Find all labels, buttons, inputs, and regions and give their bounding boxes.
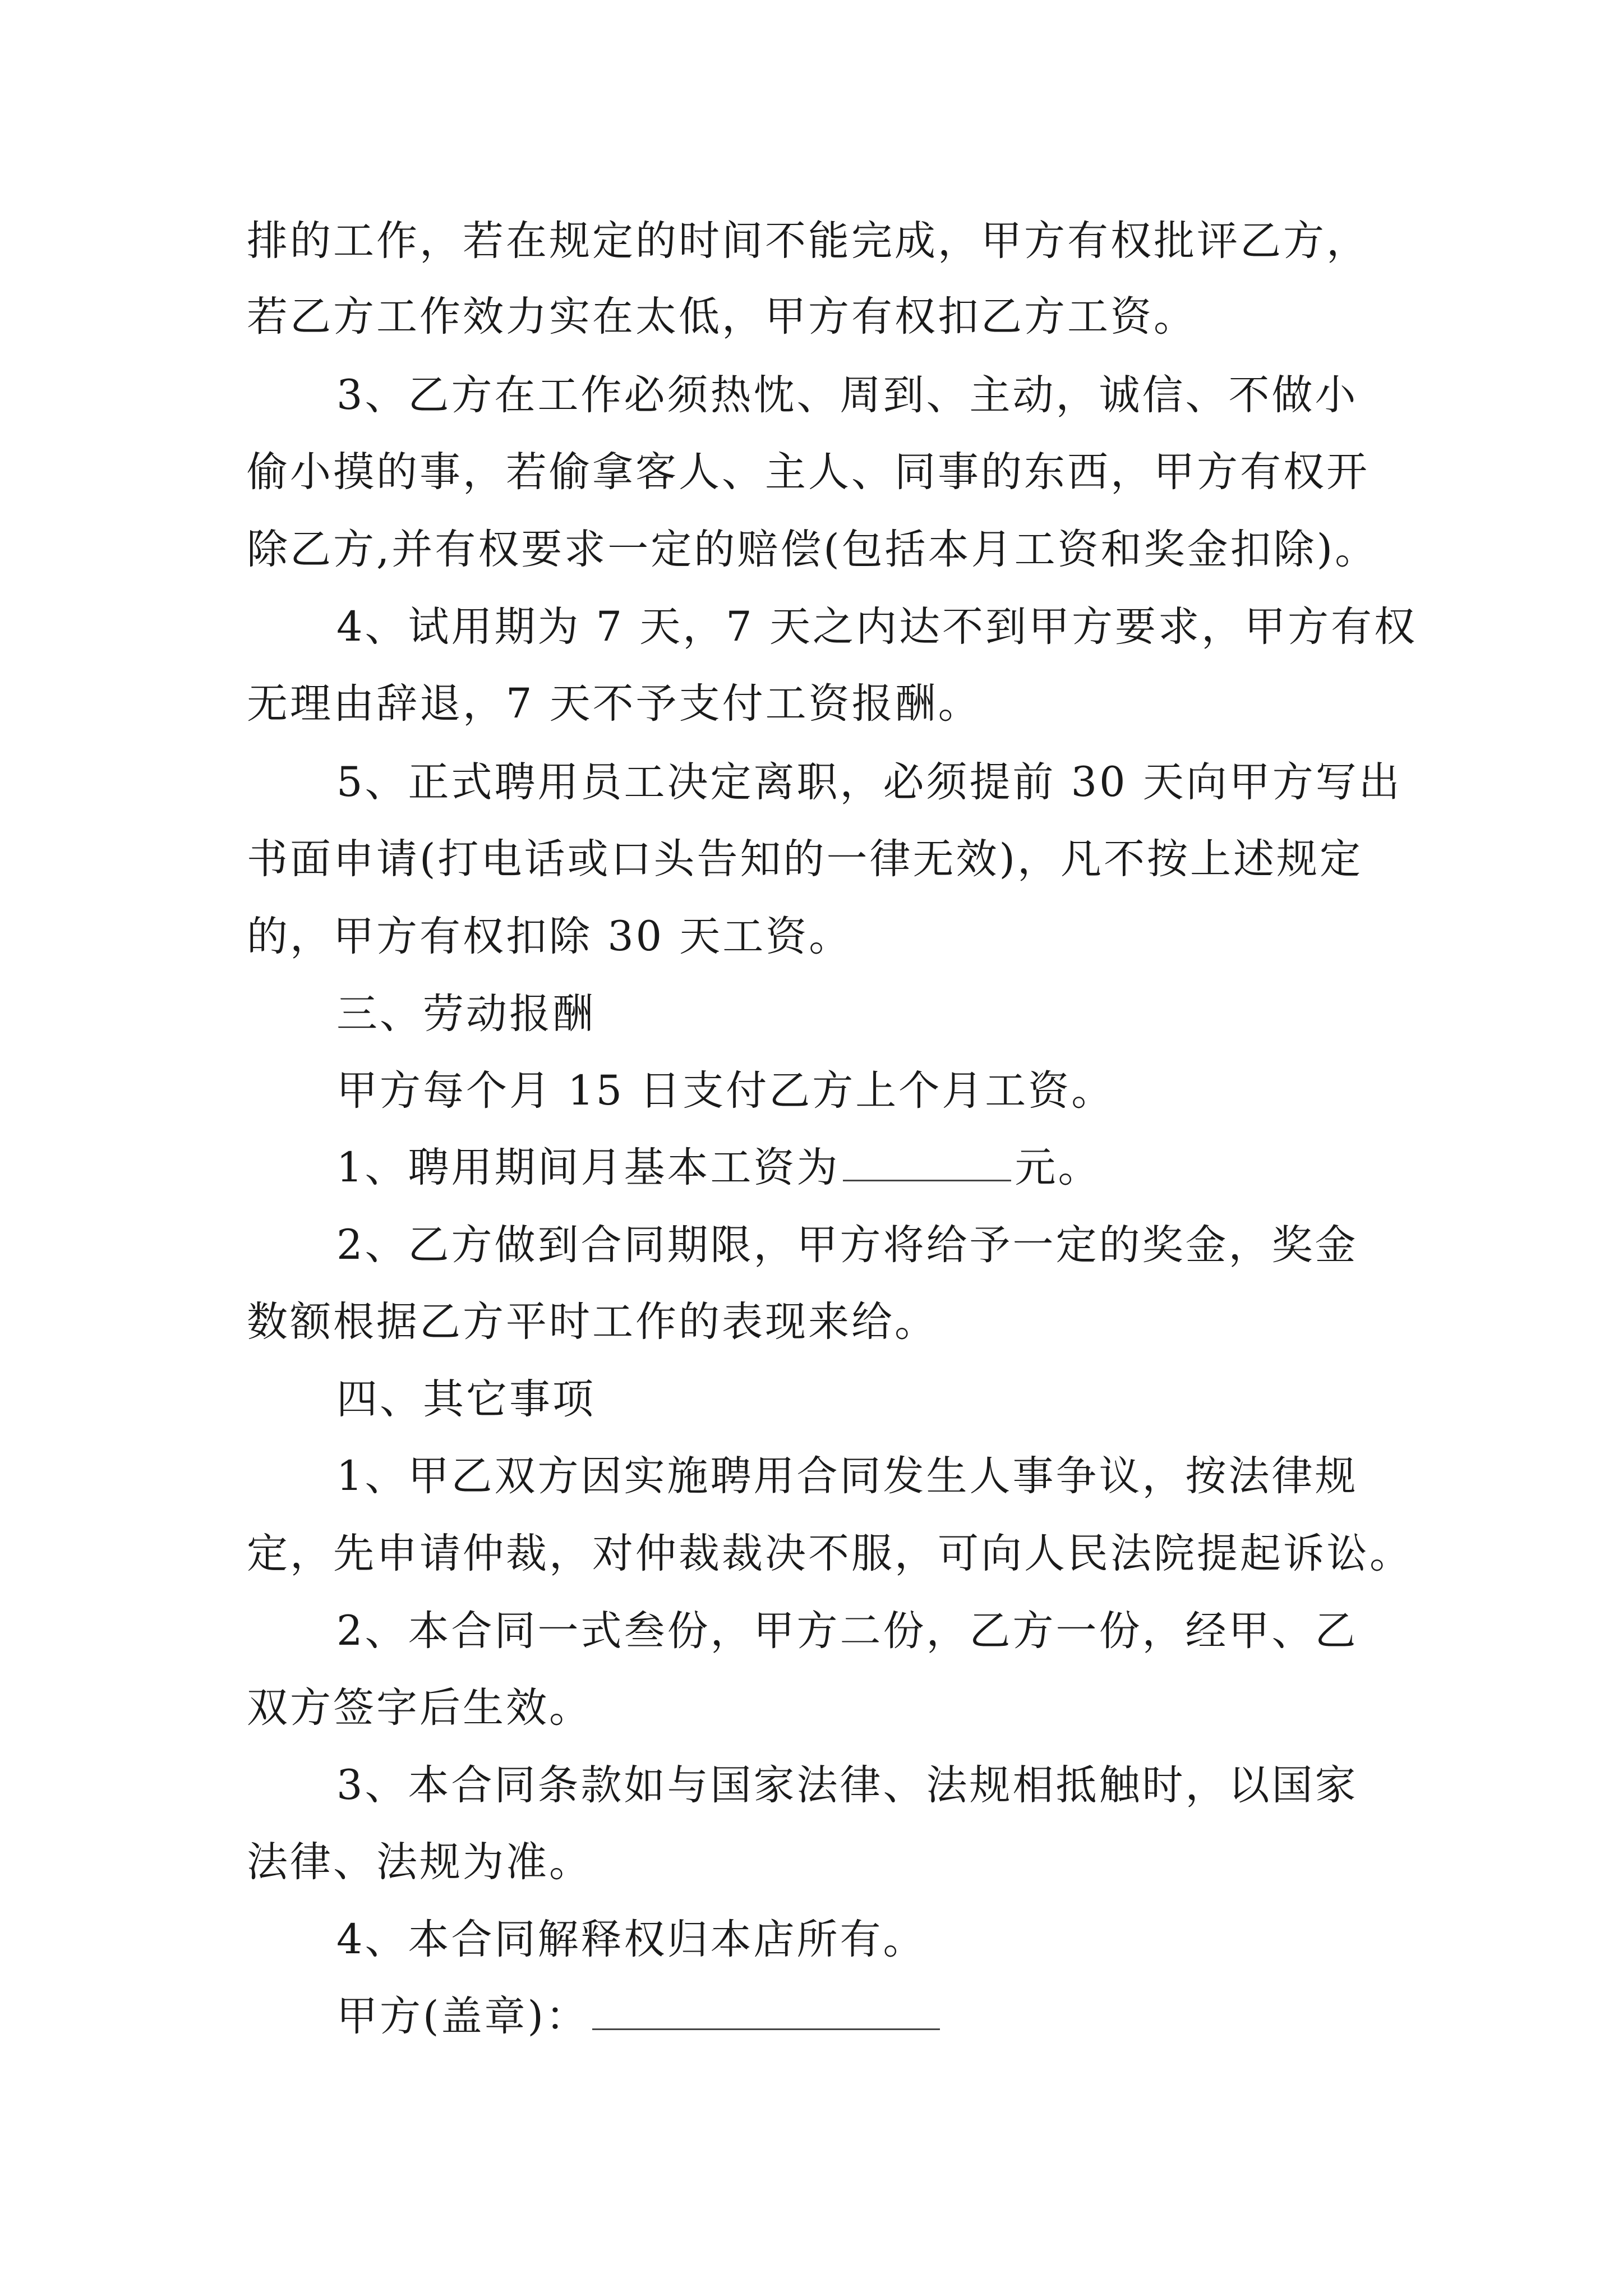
salary-line [336, 1134, 1101, 1202]
section-heading: 四、其它事项 [336, 1375, 596, 1423]
paragraph-line: 排的工作，若在规定的时间不能完成，甲方有权批评乙方， [247, 217, 1370, 265]
salary-label: 1、聘用期间月基本工资为 [336, 1144, 840, 1191]
paragraph-line: 偷小摸的事，若偷拿客人、主人、同事的东西，甲方有权开 [247, 448, 1370, 496]
section-heading: 三、劳动报酬 [336, 990, 596, 1038]
paragraph-line: 3、本合同条款如与国家法律、法规相抵触时，以国家 [336, 1761, 1358, 1809]
paragraph-line: 2、本合同一式叁份，甲方二份，乙方一份，经甲、乙 [336, 1607, 1358, 1655]
paragraph-line: 若乙方工作效力实在太低，甲方有权扣乙方工资。 [247, 293, 1197, 341]
paragraph-line: 1、甲乙双方因实施聘用合同发生人事争议，按法律规 [336, 1452, 1358, 1500]
paragraph-line: 双方签字后生效。 [247, 1684, 592, 1732]
paragraph-line: 除乙方,并有权要求一定的赔偿(包括本月工资和奖金扣除)。 [247, 526, 1378, 573]
salary-blank-field[interactable] [843, 1145, 1011, 1181]
paragraph-line: 4、试用期为 7 天，7 天之内达不到甲方要求，甲方有权 [336, 603, 1417, 651]
paragraph-line: 书面申请(打电话或口头告知的一律无效)，凡不按上述规定 [247, 835, 1363, 883]
paragraph-line: 定，先申请仲裁，对仲裁裁决不服，可向人民法院提起诉讼。 [247, 1530, 1413, 1577]
paragraph-line: 甲方每个月 15 日支付乙方上个月工资。 [336, 1067, 1115, 1115]
party-a-seal-label: 甲方(盖章)： [336, 1993, 589, 2040]
paragraph-line: 无理由辞退，7 天不予支付工资报酬。 [247, 680, 981, 728]
paragraph-line: 2、乙方做到合同期限，甲方将给予一定的奖金，奖金 [336, 1221, 1358, 1269]
paragraph-line: 法律、法规为准。 [247, 1838, 592, 1886]
paragraph-line: 4、本合同解释权归本店所有。 [336, 1916, 926, 1963]
party-a-seal-blank-field[interactable] [592, 1994, 940, 2030]
salary-unit: 元。 [1015, 1144, 1101, 1191]
paragraph-line: 的，甲方有权扣除 30 天工资。 [247, 913, 852, 960]
paragraph-line: 数额根据乙方平时工作的表现来给。 [247, 1298, 938, 1346]
signature-line [336, 1983, 943, 2050]
paragraph-line: 3、乙方在工作必须热忱、周到、主动，诚信、不做小 [336, 371, 1358, 419]
paragraph-line: 5、正式聘用员工决定离职，必须提前 30 天向甲方写出 [336, 758, 1402, 806]
